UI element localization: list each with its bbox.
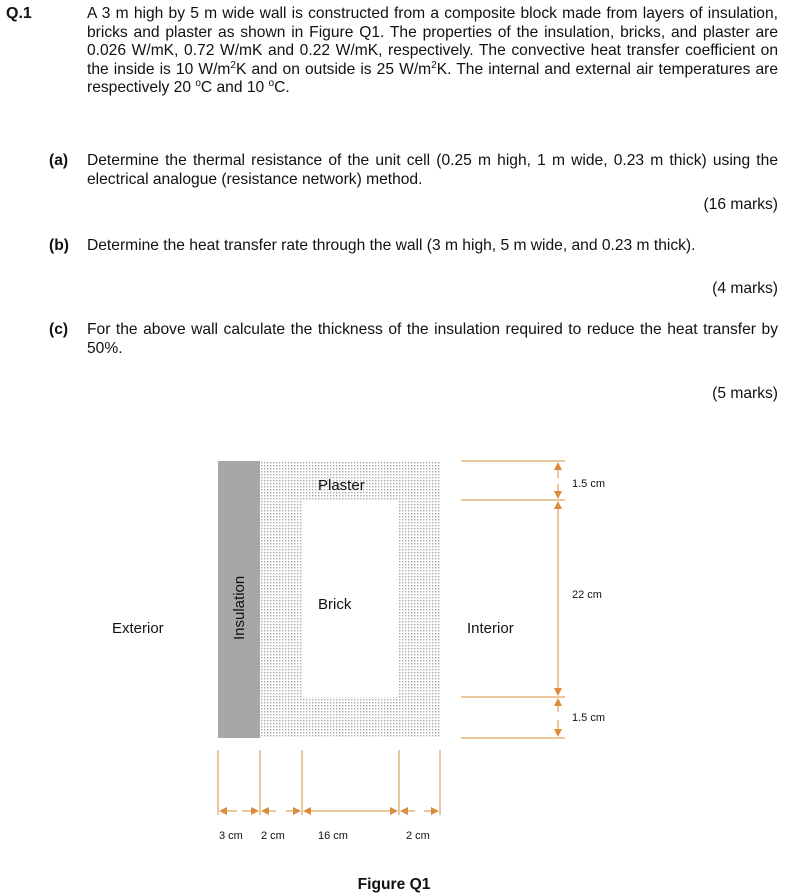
horizontal-dimension-lines bbox=[218, 750, 440, 815]
dim-plaster-right-width: 2 cm bbox=[406, 830, 430, 842]
part-a-label: (a) bbox=[49, 152, 69, 169]
brick-label: Brick bbox=[318, 596, 352, 613]
part-c bbox=[6, 321, 778, 358]
part-a-marks: (16 marks) bbox=[703, 196, 778, 213]
part-c-marks: (5 marks) bbox=[712, 385, 778, 402]
dim-brick-height: 22 cm bbox=[572, 589, 602, 601]
part-b-text: Determine the heat transfer rate through the wall (3 m high, 5 m wide, and 0.23 m thick). bbox=[87, 237, 696, 254]
question-stem: A 3 m high by 5 m wide wall is constructed from a composite block made from layers of insulation, bricks and plaster as shown in Figure Q1. The properties of the insulation, bricks, and plaster are 0.026 W/mK, 0.72 W/mK and 0.22 W/mK, respectively. The convective heat transfer coefficient on the inside is 10 $W/m^2K$ and on outside is 25 $W/m^2K$. The internal and external air temperatures are respectively 20 $^o$C and 10 $^o$C. bbox=[87, 5, 778, 97]
interior-label: Interior bbox=[467, 620, 514, 637]
question-number: Q.1 bbox=[6, 5, 32, 22]
part-a bbox=[6, 152, 778, 189]
dim-bottom-plaster: 1.5 cm bbox=[572, 712, 606, 724]
part-b bbox=[6, 237, 778, 256]
plaster-label: Plaster bbox=[318, 477, 365, 494]
part-b-label: (b) bbox=[49, 237, 69, 254]
part-c-label: (c) bbox=[49, 321, 69, 338]
part-b-marks: (4 marks) bbox=[712, 280, 778, 297]
part-c-text: For the above wall calculate the thickness of the insulation required to reduce the heat transfer by 50%. bbox=[87, 321, 778, 357]
insulation-label: Insulation bbox=[231, 575, 248, 640]
dim-brick-width: 16 cm bbox=[318, 830, 348, 842]
figure-caption: Figure Q1 bbox=[357, 876, 431, 893]
part-a-text: Determine the thermal resistance of the unit cell (0.25 m high, 1 m wide, 0.23 m thick) using the electrical analogue (resistance network) method. bbox=[87, 152, 778, 188]
dim-insulation-width: 3 cm bbox=[219, 830, 243, 842]
figure-q1-diagram bbox=[0, 440, 788, 870]
dim-top-plaster: 1.5 cm bbox=[572, 478, 606, 490]
vertical-dimension-lines bbox=[461, 461, 565, 738]
exterior-label: Exterior bbox=[112, 620, 164, 637]
dim-plaster-left-width: 2 cm bbox=[261, 830, 285, 842]
